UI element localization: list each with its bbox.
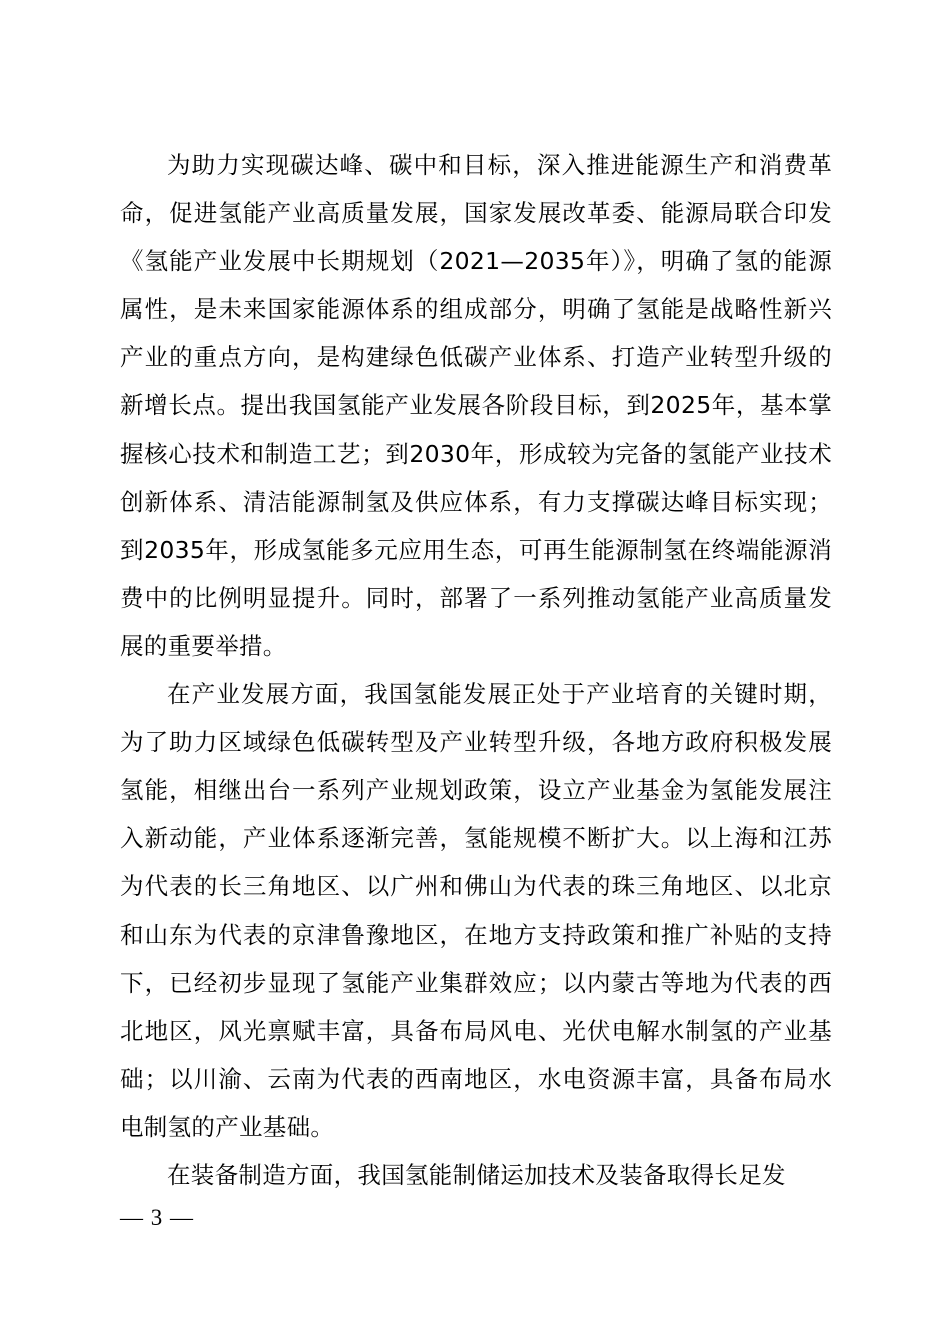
paragraph-carbon-goals: 为助力实现碳达峰、碳中和目标，深入推进能源生产和消费革命，促进氢能产业高质量发展，国家发展改革委、能源局联合印发《氢能产业发展中长期规划（2021—2035年）》，明确了氢的能源属性，是未来国家能源体系的组成部分，明确了氢能是战略性新兴产业的重点方向，是构建绿色低碳产业体系、打造产业转型升级的新增长点。提出我国氢能产业发展各阶段目标，到2025年，基本掌握核心技术和制造工艺；到2030年，形成较为完备的氢能产业技术创新体系、清洁能源制氢及供应体系，有力支撑碳达峰目标实现；到2035年，形成氢能多元应用生态，可再生能源制氢在终端能源消费中的比例明显提升。同时，部署了一系列推动氢能产业高质量发展的重要举措。 (120, 151, 832, 660)
page-number: — 3 — (120, 1205, 194, 1230)
document-body (120, 141, 832, 1199)
paragraph-equipment-manufacturing: 在装备制造方面，我国氢能制储运加技术及装备取得长足发 (167, 1160, 786, 1189)
paragraph-industry-development: 在产业发展方面，我国氢能发展正处于产业培育的关键时期，为了助力区域绿色低碳转型及产业转型升级，各地方政府积极发展氢能，相继出台一系列产业规划政策，设立产业基金为氢能发展注入新动能，产业体系逐渐完善，氢能规模不断扩大。以上海和江苏为代表的长三角地区、以广州和佛山为代表的珠三角地区、以北京和山东为代表的京津鲁豫地区，在地方支持政策和推广补贴的支持下，已经初步显现了氢能产业集群效应；以内蒙古等地为代表的西北地区，风光禀赋丰富，具备布局风电、光伏电解水制氢的产业基础；以川渝、云南为代表的西南地区，水电资源丰富，具备布局水电制氢的产业基础。 (120, 680, 832, 1141)
